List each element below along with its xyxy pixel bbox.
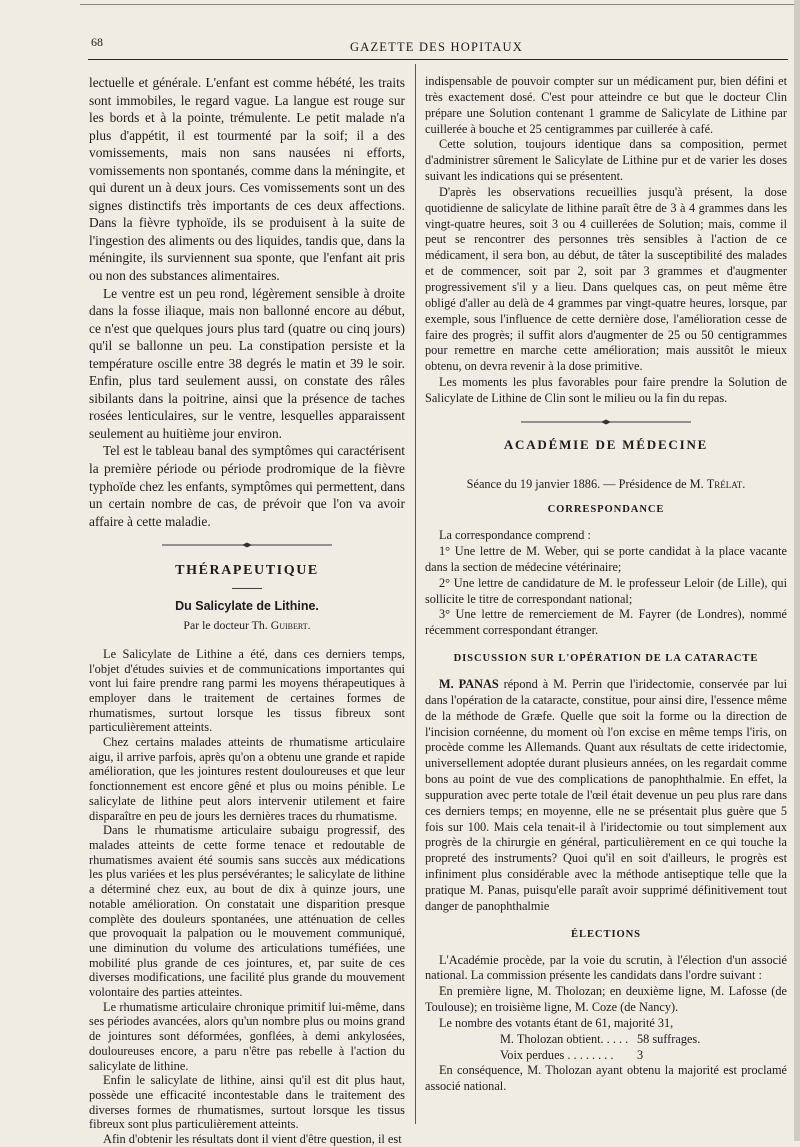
elections-heading: ÉLECTIONS	[571, 928, 641, 940]
vote-row	[425, 1048, 787, 1064]
journal-title: GAZETTE DES HOPITAUX	[350, 40, 523, 54]
paragraph: Le ventre est un peu rond, légèrement sensible à droite dans la fosse iliaque, mais non ballonné encore au début, ce n'est que quelques jours plus tard (quatre ou cinq jours) qu'il se ballonne un peu. La constipation persiste et la température oscille entre 38 degrés le matin et 39 le soir. Enfin, plus tard seulement aussi, on constate des râles sibilants dans la poitrine, ainsi que la présence de taches rosées lenticulaires, sur le ventre, lesquelles apparaissent seulement au huitième jour environ.	[89, 285, 405, 441]
right-column	[425, 74, 787, 1095]
paragraph: 2° Une lettre de candidature de M. le professeur Leloir (de Lille), qui sollicite le titre de correspondant national;	[425, 575, 787, 606]
paragraph: En conséquence, M. Tholozan ayant obtenu la majorité est proclamé associé national.	[425, 1063, 787, 1094]
article-byline	[89, 617, 405, 635]
paragraph: En première ligne, M. Tholozan; en deuxième ligne, M. Lafosse (de Toulouse); en troisième ligne, M. Coze (de Nancy).	[425, 984, 787, 1015]
page-edge-strip	[794, 0, 800, 1141]
paragraph: Enfin le salicylate de lithine, ainsi qu'il est dit plus haut, possède une efficacité incontestable dans le traitement des diverses formes de rhumatismes, surtout lorsque les tissus fibreux sont plus particulièrement atteints.	[89, 1073, 405, 1132]
discussion-speaker: M. PANAS	[439, 677, 499, 691]
paragraph: Chez certains malades atteints de rhumatisme articulaire aigu, il arrive parfois, après qu'on a obtenu une grande et rapide amélioration, que les jointures restent douloureuses et que leur fonctionnement est encore gêné et plus ou moins pénible. Le salicylate de lithine peut alors intervenir utilement et faire disparaître en peu de jours les dernières traces du rhumatisme.	[89, 735, 405, 823]
vote-value: 58 suffrages.	[637, 1031, 701, 1046]
paragraph: Afin d'obtenir les résultats dont il vient d'être question, il est	[103, 1132, 402, 1147]
article-title: Du Salicylate de Lithine.	[175, 598, 319, 613]
column-divider	[415, 64, 416, 1124]
article-body	[89, 647, 405, 1147]
discussion-text: répond à M. Perrin que l'iridectomie, conservée par lui dans l'opération de la cataracte, constitue, pour ainsi dire, l'essence même de la méthode de Græfe. Quelle que soit la forme ou la direction de l'incision cornéenne, du moment où l'on excise en même temps l'iris, on procède comme les Allemands. Quant aux résultats de cette iridectomie, universellement adoptée durant plusieurs années, on les regardait comme bons au point de vue des complications de panophthalmie. En effet, la suppuration avec perte totale de l'œil était devenue un peu plus rare dans ces derniers temps; en moyenne, elle ne se présentait plus guère que 5 fois sur 100. Mais cela tenait-il à l'iridectomie ou tout simplement aux progrès de la chirurgie en général, particulièrement en ce qui touche la propreté des instruments? Quoi qu'il en soit d'ailleurs, le progrès est infiniment plus considérable avec la méthode antiseptique telle que la pratique M. Panas, puisqu'elle paraît avoir supprimé définitivement tout danger de panophthalmie	[425, 677, 787, 913]
correspondance-heading: CORRESPONDANCE	[547, 504, 665, 516]
seance-president: Trélat.	[706, 476, 746, 491]
paragraph: 3° Une lettre de remerciement de M. Fayrer (de Londres), nommé récemment correspondant étranger.	[425, 607, 787, 638]
paragraph: L'Académie procède, par la voie du scrutin, à l'élection d'un associé national. La commission présente les candidats dans l'ordre suivant :	[425, 952, 787, 983]
title-dash	[232, 588, 262, 589]
vote-label: Voix perdues . . . . . . . .	[500, 1047, 614, 1062]
paragraph: indispensable de pouvoir compter sur un médicament pur, bien défini et très exactement dosé. C'est pour atteindre ce but que le docteur Clin prépare une Solution contenant 1 gramme de Salicylate de Lithine par cuillerée à bouche et 25 centigrammes par cuillerée à café.	[425, 74, 787, 136]
paragraph: La correspondance comprend :	[439, 528, 591, 543]
byline-author: Guibert.	[270, 618, 311, 633]
academy-title: ACADÉMIE DE MÉDECINE	[503, 436, 709, 452]
paragraph: Le rhumatisme articulaire chronique primitif lui-même, dans ses périodes avancées, alors qu'un nombre plus ou moins grand de jointures sont déformées, gonflées, à demi ankylosées, douloureuses encore, a paru n'être pas rebelle à l'action du salicylate de lithine.	[89, 999, 405, 1073]
paragraph: Cette solution, toujours identique dans sa composition, permet d'administrer sûrement le Salicylate de Lithine pur et de varier les doses suivant les indications qui se présentent.	[425, 137, 787, 184]
page-number: 68	[91, 35, 103, 49]
paragraph: Dans le rhumatisme articulaire subaigu progressif, des malades atteints de cette forme tenace et redoutable de rhumatismes avaient été soumis sans succès aux médications les plus variées et les plus persévérantes; le salicylate de lithine a déterminé chez eux, au bout de dix à quinze jours, une notable amélioration. On constatait une disparition presque complète des douleurs spontanées, une atténuation de celles que provoquait la palpation ou le mouvement communiqué, une diminution du volume des articulations tuméfiées, une mobilité plus grande de ces jointures, et, par suite de ces diverses modifications, une facilité plus grande du mouvement volontaire des parties atteintes.	[89, 823, 405, 1000]
vote-value: 3	[637, 1047, 644, 1062]
discussion-paragraph	[425, 677, 787, 915]
paragraph: lectuelle et générale. L'enfant est comme hébété, les traits sont immobiles, le regard vague. La langue est rouge sur les bords et à la pointe, trémulente. Le petit malade n'a plus d'appétit, il est tourmenté par la soif; il a des vomissements, mais non sans nausées ni efforts, vomissements non spontanés, comme dans la méningite, et qui durent un à deux jours. Ces vomissements sont un des signes distinctifs très importants de ces deux affections. Dans la fièvre typhoïde, ils se produisent à la suite de l'ingestion des aliments ou des liquides, tandis que, dans la méningite, ils surviennent sua sponte, que l'enfant ait pris ou non des substances alimentaires.	[89, 75, 405, 284]
section-ornament	[425, 419, 787, 425]
left-column	[89, 74, 405, 1147]
paragraph: D'après les observations recueillies jusqu'à présent, la dose quotidienne de salicylate de lithine paraît être de 3 à 4 grammes dans les vingt-quatre heures, soit 3 ou 4 cuillerées de Solution; mais, comme il peut se rencontrer des personnes très sensibles à l'action de ce médicament, il sera bon, au début, de tâter la susceptibilité des malades et de commencer, soit par 2, soit par 3 grammes et d'augmenter progressivement s'il y a lieu. Dans quelques cas, on peut même être obligé d'aller au delà de 4 grammes par vingt-quatre heures, lorsque, par exemple, sous l'influence de cette dernière dose, l'amélioration cesse de faire des progrès; il suffit alors d'augmenter de 25 ou 50 centigrammes pour remettre en marche cette amélioration; mais aussitôt le mieux obtenu, on devra revenir à la dose primitive.	[425, 184, 787, 374]
section-title: THÉRAPEUTIQUE	[175, 563, 319, 579]
header-rule	[88, 59, 788, 60]
discussion-heading: DISCUSSION SUR L'OPÉRATION DE LA CATARACTE	[453, 653, 759, 665]
seance-line	[425, 477, 787, 493]
top-edge-rule	[80, 4, 795, 5]
paragraph: Les moments les plus favorables pour faire prendre la Solution de Salicylate de Lithine de Clin sont le milieu ou la fin du repas.	[425, 375, 787, 405]
paragraph: Le Salicylate de Lithine a été, dans ces derniers temps, l'objet d'études suivies et de communications importantes qui vont lui faire prendre rang parmi les moyens thérapeutiques à employer dans le traitement de certaines formes de rhumatismes, surtout lorsque les tissus fibreux sont particulièrement atteints.	[89, 646, 405, 735]
vote-label: M. Tholozan obtient. . . . .	[500, 1031, 629, 1046]
section-ornament	[89, 542, 405, 548]
paragraph: Tel est le tableau banal des symptômes qui caractérisent la première période ou période prodromique de la fièvre typhoïde chez les enfants, symptômes qui permettent, dans un certain nombre de cas, de prévoir que l'on va avoir affaire à cette maladie.	[89, 443, 405, 529]
paragraph: Le nombre des votants étant de 61, majorité 31,	[439, 1015, 674, 1030]
vote-row	[425, 1032, 787, 1048]
seance-prefix: Séance du 19 janvier 1886. — Présidence de M.	[466, 476, 704, 491]
paragraph: 1° Une lettre de M. Weber, qui se porte candidat à la place vacante dans la section de médecine vétérinaire;	[425, 544, 787, 574]
byline-prefix: Par le docteur Th.	[183, 618, 268, 633]
